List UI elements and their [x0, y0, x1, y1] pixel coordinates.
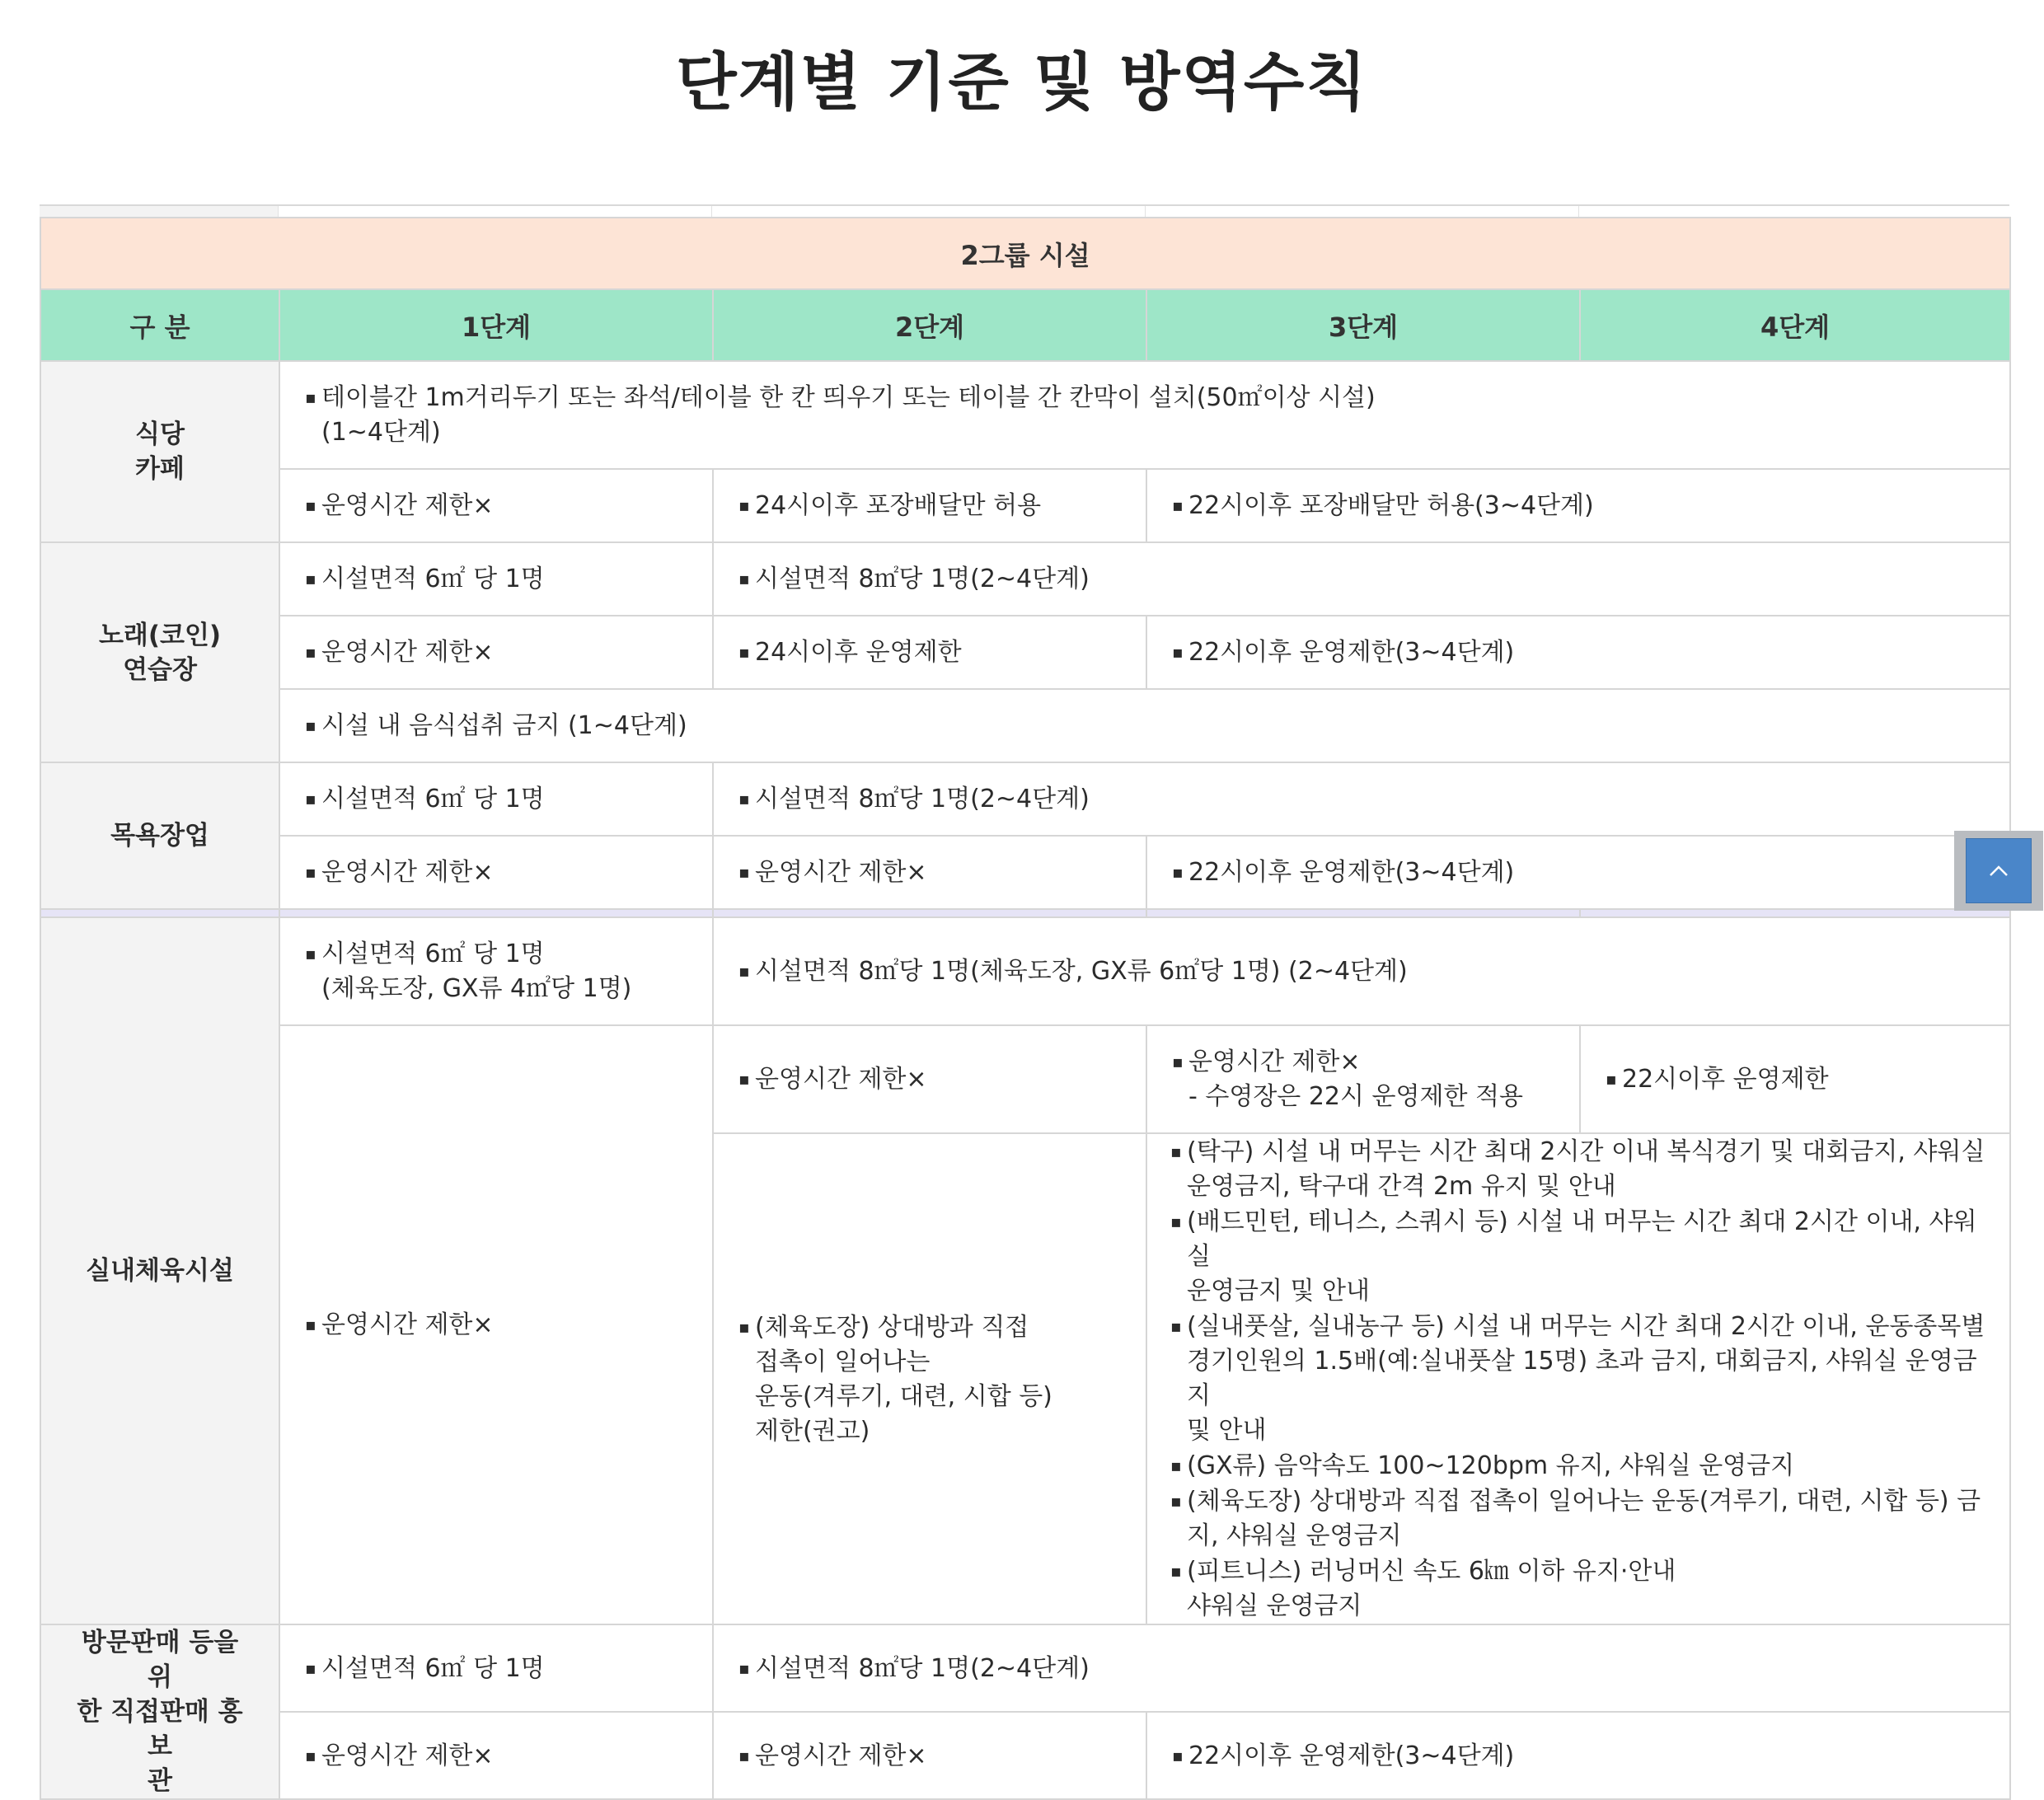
bath-hours-stage34: ▪ 22시이후 운영제한(3~4단계) [1146, 836, 2010, 909]
bath-hours-stage1: ▪ 운영시간 제한× [279, 836, 713, 909]
category-sports: 실내체육시설 [40, 917, 279, 1624]
page-title: 단계별 기준 및 방역수칙 [676, 45, 1368, 119]
karaoke-hours-stage34: ▪ 22시이후 운영제한(3~4단계) [1146, 616, 2010, 689]
table-row [40, 1624, 2010, 1712]
table-top-strip [40, 204, 2009, 217]
scroll-to-top-button[interactable] [1954, 831, 2043, 911]
restaurant-hours-stage2: ▪ 24시이후 포장배달만 허용 [713, 469, 1146, 542]
rules-table-container [40, 204, 2009, 1800]
sports-area-stage1: ▪ 시설면적 6㎡ 당 1명 (체육도장, GX류 4㎡당 1명) [279, 917, 713, 1025]
header-stage-3: 3단계 [1146, 289, 1580, 361]
sports-contact-stage2: ▪ (체육도장) 상대방과 직접 접촉이 일어나는 운동(겨루기, 대련, 시합 등) 제한(권고) [713, 1133, 1146, 1624]
karaoke-area-stage1: ▪ 시설면적 6㎡ 당 1명 [279, 542, 713, 616]
category-bath: 목욕장업 [40, 762, 279, 909]
sports-hours-stage3: ▪ 운영시간 제한× - 수영장은 22시 운영제한 적용 [1146, 1025, 1580, 1133]
table-row [40, 1025, 2010, 1133]
section-divider [40, 909, 2010, 917]
table-row [40, 542, 2010, 616]
table-row [40, 917, 2010, 1025]
promo-hours-stage34: ▪ 22시이후 운영제한(3~4단계) [1146, 1712, 2010, 1799]
karaoke-hours-stage2: ▪ 24시이후 운영제한 [713, 616, 1146, 689]
restaurant-hours-stage34: ▪ 22시이후 포장배달만 허용(3~4단계) [1146, 469, 2010, 542]
sports-hours-stage1: ▪ 운영시간 제한× [279, 1025, 713, 1624]
promo-area-stage24: ▪ 시설면적 8㎡당 1명(2~4단계) [713, 1624, 2010, 1712]
promo-hours-stage2: ▪ 운영시간 제한× [713, 1712, 1146, 1799]
table-row [40, 469, 2010, 542]
bath-area-stage1: ▪ 시설면적 6㎡ 당 1명 [279, 762, 713, 836]
table-row [40, 361, 2010, 469]
header-category: 구 분 [40, 289, 279, 361]
table-row [40, 689, 2010, 762]
table-row [40, 762, 2010, 836]
chevron-up-icon [1988, 865, 2009, 878]
sports-rules-stage34: ▪ (탁구) 시설 내 머무는 시간 최대 2시간 이내 복식경기 및 대회금지, 샤워실 운영금지, 탁구대 간격 2m 유지 및 안내 ▪ (배드민턴, 테니스, 스쿼시 등) 시설 내 머무는 시간 최대 2시간 이내, 샤워실 운영금지 및 안내 ▪ (실내풋살, 실내농구 등) 시설 내 머무는 시간 최대 2시간 이내, 운동종목별 경기인원의 1.5배(예:실내풋살 15명) 초과 금지, 대회금지, 샤워실 운영금지 및 안내 ▪ (GX류) 음악속도 100~120bpm 유지, 샤워실 운영금지 ▪ (체육도장) 상대방과 직접 접촉이 일어나는 운동(겨루기, 대련, 시합 등) 금 지, 샤워실 운영금지 ▪ (피트니스) 러닝머신 속도 6㎞ 이하 유지·안내 샤워실 운영금지 [1146, 1133, 2010, 1624]
category-karaoke: 노래(코인) 연습장 [40, 542, 279, 762]
table-row [40, 1712, 2010, 1799]
karaoke-food-rule: ▪ 시설 내 음식섭취 금지 (1~4단계) [279, 689, 2010, 762]
table-row [40, 836, 2010, 909]
group-title: 2그룹 시설 [40, 218, 2010, 289]
stage-header-row [40, 289, 2010, 361]
header-stage-1: 1단계 [279, 289, 713, 361]
sports-hours-stage2: ▪ 운영시간 제한× [713, 1025, 1146, 1133]
bath-hours-stage2: ▪ 운영시간 제한× [713, 836, 1146, 909]
karaoke-hours-stage1: ▪ 운영시간 제한× [279, 616, 713, 689]
bath-area-stage24: ▪ 시설면적 8㎡당 1명(2~4단계) [713, 762, 2010, 836]
scroll-to-top-inner[interactable] [1966, 838, 2032, 903]
group-header-row [40, 218, 2010, 289]
promo-hours-stage1: ▪ 운영시간 제한× [279, 1712, 713, 1799]
category-promo-hall: 방문판매 등을 위 한 직접판매 홍보 관 [40, 1624, 279, 1799]
rules-table [40, 217, 2011, 1800]
category-restaurant: 식당 카페 [40, 361, 279, 542]
restaurant-hours-stage1: ▪ 운영시간 제한× [279, 469, 713, 542]
karaoke-area-stage24: ▪ 시설면적 8㎡당 1명(2~4단계) [713, 542, 2010, 616]
sports-area-stage24: ▪ 시설면적 8㎡당 1명(체육도장, GX류 6㎡당 1명) (2~4단계) [713, 917, 2010, 1025]
sports-hours-stage4: ▪ 22시이후 운영제한 [1580, 1025, 2010, 1133]
restaurant-distance-rule: ▪ 테이블간 1m거리두기 또는 좌석/테이블 한 칸 띄우기 또는 테이블 간 칸막이 설치(50㎡이상 시설) (1~4단계) [279, 361, 2010, 469]
table-row [40, 616, 2010, 689]
header-stage-4: 4단계 [1580, 289, 2010, 361]
promo-area-stage1: ▪ 시설면적 6㎡ 당 1명 [279, 1624, 713, 1712]
header-stage-2: 2단계 [713, 289, 1146, 361]
